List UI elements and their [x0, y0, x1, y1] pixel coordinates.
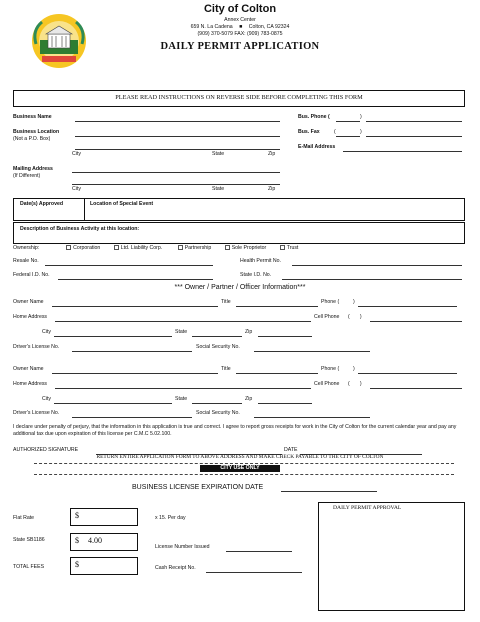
signature-label: AUTHORIZED SIGNATURE — [13, 447, 79, 453]
bus-fax-area[interactable] — [336, 136, 360, 137]
owner2-ssn-label: Social Security No. — [196, 410, 240, 416]
flat-rate-label: Flat Rate — [13, 515, 35, 521]
owner2-license-label: Driver's License No. — [13, 410, 60, 416]
owner1-title-field[interactable] — [236, 306, 318, 307]
owner-heading: *** Owner / Partner / Officer Information*** — [174, 284, 306, 291]
business-location-note: (Not a P.O. Box) — [13, 136, 51, 142]
owner1-cell-field[interactable] — [370, 321, 462, 322]
owner2-name-field[interactable] — [52, 373, 218, 374]
state-id-label: State I.D. No. — [240, 272, 272, 278]
ownership-row — [13, 245, 298, 251]
option-llc: Ltd. Liability Corp. — [120, 245, 163, 251]
activity-label: Description of Business Activity at this location: — [20, 226, 140, 232]
owner2-phone-close: ) — [353, 366, 355, 372]
state-id-field[interactable] — [282, 279, 462, 280]
owner2-zip-field[interactable] — [258, 403, 312, 404]
owner2-cell-label: Cell Phone — [314, 381, 340, 387]
bus-fax-field[interactable] — [366, 136, 462, 137]
mailing-address-field[interactable] — [72, 172, 280, 173]
bus-phone-area[interactable] — [336, 121, 360, 122]
owner2-phone-field[interactable] — [358, 373, 457, 374]
owner2-name-label: Owner Name — [13, 366, 44, 372]
owner2-city-label: City — [42, 396, 51, 402]
bus-phone-paren: ) — [360, 114, 362, 120]
federal-id-field[interactable] — [58, 279, 213, 280]
option-corporation: Corporation — [73, 245, 101, 251]
owner1-phone-field[interactable] — [358, 306, 457, 307]
sb1186-dollar: $ — [75, 536, 79, 545]
business-name-field[interactable] — [75, 121, 280, 122]
mail-state-label: State — [212, 186, 225, 192]
resale-label: Resale No. — [13, 258, 39, 264]
checkbox-llc[interactable] — [114, 245, 119, 250]
owner2-phone-label: Phone ( — [321, 366, 340, 372]
checkbox-corporation[interactable] — [66, 245, 71, 250]
owner1-cell-label: Cell Phone — [314, 314, 340, 320]
bullet: ■ — [239, 24, 243, 30]
business-location-field[interactable] — [75, 136, 280, 137]
owner1-city-label: City — [42, 329, 51, 335]
owner1-city-field[interactable] — [54, 336, 172, 337]
mailing-address-note: (If Different) — [13, 173, 41, 179]
license-issued-label: License Number Issued — [155, 544, 210, 550]
owner2-title-field[interactable] — [236, 373, 318, 374]
resale-field[interactable] — [45, 265, 213, 266]
owner1-zip-label: Zip — [245, 329, 253, 335]
license-issued-field[interactable] — [226, 551, 292, 552]
sb1186-box[interactable] — [70, 533, 138, 551]
dates-approved-label: Date(s) Approved — [20, 201, 64, 207]
checkbox-trust[interactable] — [280, 245, 285, 250]
loc-zip-label: Zip — [268, 151, 276, 157]
per-day-label: x 15. Per day — [155, 515, 186, 521]
total-fees-dollar: $ — [75, 560, 79, 569]
owner1-home-field[interactable] — [55, 321, 311, 322]
declaration-text: I declare under penalty of perjury, that the information in this application is true and correct. I agree to report gross receipts for work in the City of Colton for the current calendar year and pay any additional tax due upon expiration of this license per C.M.C 5.02.100. — [13, 424, 457, 437]
city-use-label: CITY USE ONLY — [220, 465, 260, 471]
owner1-state-field[interactable] — [192, 336, 242, 337]
owner2-zip-label: Zip — [245, 396, 253, 402]
owner1-zip-field[interactable] — [258, 336, 312, 337]
owner2-title-label: Title — [221, 366, 231, 372]
mail-zip-label: Zip — [268, 186, 276, 192]
business-location-label: Business Location — [13, 129, 60, 135]
dash-rule-bottom — [34, 474, 454, 475]
owner2-state-label: State — [175, 396, 188, 402]
owner1-title-label: Title — [221, 299, 231, 305]
health-permit-field[interactable] — [292, 265, 462, 266]
owner1-name-label: Owner Name — [13, 299, 44, 305]
sb1186-value: 4.00 — [88, 536, 102, 545]
daily-permit-approval-box[interactable] — [318, 502, 465, 611]
owner2-city-field[interactable] — [54, 403, 172, 404]
owner1-license-label: Driver's License No. — [13, 344, 60, 350]
notice-text: PLEASE READ INSTRUCTIONS ON REVERSE SIDE BEFORE COMPLETING THIS FORM — [115, 94, 363, 101]
event-location-label: Location of Special Event — [90, 201, 154, 207]
option-sole-proprietor: Sole Proprietor — [231, 245, 267, 251]
owner2-cell-field[interactable] — [370, 388, 462, 389]
email-label: E-Mail Address — [298, 144, 336, 150]
business-name-label: Business Name — [13, 114, 52, 120]
business-location-field-2[interactable] — [75, 149, 280, 150]
expiration-field[interactable] — [281, 491, 377, 492]
owner2-cell-area: ( ) — [348, 381, 362, 387]
option-partnership: Partnership — [184, 245, 212, 251]
owner2-state-field[interactable] — [192, 403, 242, 404]
dash-rule-top — [34, 463, 454, 464]
street-address: 659 N. La Cadena — [190, 24, 233, 30]
owner1-phone-close: ) — [353, 299, 355, 305]
phone-fax: (909) 370-5079 FAX: (909) 783-0875 — [197, 31, 283, 37]
bus-fax-label: Bus. Fax — [298, 129, 320, 135]
sb1186-label: State SB1186 — [13, 537, 45, 543]
email-field[interactable] — [343, 151, 462, 152]
owner1-home-label: Home Address — [13, 314, 48, 320]
flat-rate-dollar: $ — [75, 511, 79, 520]
owner2-ssn-field[interactable] — [254, 417, 370, 418]
cash-receipt-field[interactable] — [206, 572, 302, 573]
event-divider — [84, 198, 85, 221]
checkbox-sole-proprietor[interactable] — [225, 245, 230, 250]
mail-city-label: City — [72, 186, 81, 192]
owner2-home-label: Home Address — [13, 381, 48, 387]
flat-rate-box[interactable] — [70, 508, 138, 526]
ownership-label: Ownership: — [13, 245, 40, 251]
city-state-zip: Colton, CA 92324 — [248, 24, 290, 30]
expiration-label: BUSINESS LICENSE EXPIRATION DATE — [132, 484, 264, 491]
return-note: RETURN ENTIRE APPLICATION FORM TO ABOVE ADDRESS AND MAKE CHECK PAYABLE TO THE CITY OF COLTON — [96, 454, 384, 460]
owner1-name-field[interactable] — [52, 306, 218, 307]
bus-fax-paren: ) — [360, 129, 362, 135]
owner1-ssn-label: Social Security No. — [196, 344, 240, 350]
owner1-cell-area: ( ) — [348, 314, 362, 320]
bus-phone-label: Bus. Phone ( — [298, 114, 330, 120]
mailing-address-label: Mailing Address — [13, 166, 53, 172]
owner2-home-field[interactable] — [55, 388, 311, 389]
owner1-phone-label: Phone ( — [321, 299, 340, 305]
page-title: DAILY PERMIT APPLICATION — [160, 41, 320, 52]
event-box — [13, 198, 465, 221]
loc-state-label: State — [212, 151, 225, 157]
daily-permit-approval-label: DAILY PERMIT APPROVAL — [333, 505, 402, 511]
address-line — [0, 24, 480, 30]
loc-city-label: City — [72, 151, 81, 157]
bus-phone-field[interactable] — [366, 121, 462, 122]
checkbox-partnership[interactable] — [178, 245, 183, 250]
mailing-address-field-2[interactable] — [72, 184, 280, 185]
total-fees-box[interactable] — [70, 557, 138, 575]
owner1-state-label: State — [175, 329, 188, 335]
health-permit-label: Health Permit No. — [240, 258, 281, 264]
city-name: City of Colton — [203, 3, 277, 15]
cash-receipt-label: Cash Receipt No. — [155, 565, 196, 571]
owner2-license-field[interactable] — [72, 417, 192, 418]
owner1-license-field[interactable] — [72, 351, 192, 352]
bus-fax-open: ( — [334, 129, 336, 135]
date-label: DATE — [284, 447, 298, 453]
federal-id-label: Federal I.D. No. — [13, 272, 50, 278]
owner1-ssn-field[interactable] — [254, 351, 370, 352]
total-fees-label: TOTAL FEES — [13, 564, 45, 570]
option-trust: Trust — [286, 245, 299, 251]
annex-center: Annex Center — [224, 17, 256, 23]
